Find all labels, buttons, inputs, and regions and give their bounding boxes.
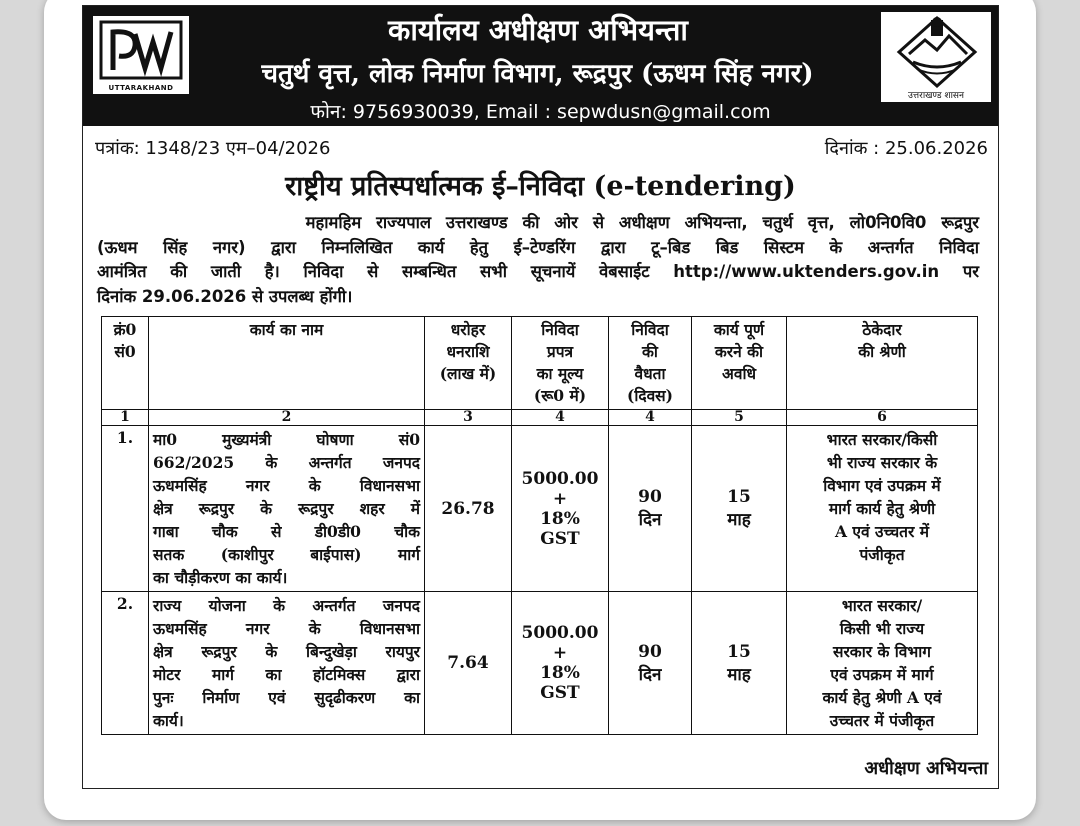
- col-num: 6: [787, 410, 978, 426]
- contact-line: फोन: 9756930039, Email : sepwdusn@gmail.com: [310, 101, 771, 123]
- row-duration: 15 माह: [692, 592, 787, 735]
- table-header-row: [102, 317, 978, 410]
- letterhead: [83, 6, 998, 126]
- row-category: भारत सरकार/किसी भी राज्य सरकार के विभाग एवं उपक्रम में मार्ग कार्य हेतु श्रेणी A एवं उच्चतर में पंजीकृत: [787, 426, 978, 592]
- row-validity: 90 दिन: [609, 592, 692, 735]
- table-row: [102, 592, 978, 735]
- pwd-logo-icon: [99, 20, 183, 80]
- row-category: भारत सरकार/ किसी भी राज्य सरकार के विभाग एवं उपक्रम में मार्ग कार्य हेतु श्रेणी A एवं उच्चतर में पंजीकृत: [787, 592, 978, 735]
- body-line: महामहिम राज्यपाल उत्तराखण्ड की ओर से अधीक्षण अभियन्ता, चतुर्थ वृत्त, लो0नि0वि0 रूद्रपुर: [97, 213, 979, 232]
- row-duration: 15 माह: [692, 426, 787, 592]
- notice-title: राष्ट्रीय प्रतिस्पर्धात्मक ई–निविदा (e-tendering): [285, 171, 796, 202]
- signature: अधीक्षण अभियन्ता: [864, 758, 988, 779]
- header-work: कार्य का नाम: [149, 317, 425, 410]
- notice-date: दिनांक : 25.06.2026: [824, 138, 988, 159]
- row-validity: 90 दिन: [609, 426, 692, 592]
- body-line: (ऊधम सिंह नगर) द्वारा निम्नलिखित कार्य हेतु ई–टेण्डरिंग द्वारा टू–बिड बिड सिस्टम के अन्तर्गत निविदा: [97, 237, 979, 257]
- notice-body: [97, 211, 979, 309]
- col-num: 4: [512, 410, 609, 426]
- row-sno: 1.: [102, 426, 149, 592]
- row-work-name: मा0 मुख्यमंत्री घोषणा सं0 662/2025 के अन्तर्गत जनपद ऊधमसिंह नगर के विधानसभा क्षेत्र रूद्रपुर के रूद्रपुर शहर में गाबा चौक से डी0डी0 चौक सतक (काशीपुर बाईपास) मार्ग का चौड़ीकरण का कार्य।: [149, 426, 425, 592]
- col-num: 1: [102, 410, 149, 426]
- pwd-logo: [91, 14, 191, 96]
- emblem-icon: [895, 14, 979, 88]
- row-work-name: राज्य योजना के अन्तर्गत जनपद ऊधमसिंह नगर के विधानसभा क्षेत्र रूद्रपुर के बिन्दुखेड़ा रायपुर मोटर मार्ग का हॉटमिक्स द्वारा पुनः निर्माण एवं सुदृढीकरण का कार्य।: [149, 592, 425, 735]
- reference-number: पत्रांक: 1348/23 एम–04/2026: [95, 138, 331, 159]
- column-number-row: [102, 410, 978, 426]
- col-num: 4: [609, 410, 692, 426]
- tender-notice: [82, 5, 999, 789]
- tender-table: [101, 316, 978, 735]
- row-fee: 5000.00 + 18% GST: [512, 426, 609, 592]
- col-num: 2: [149, 410, 425, 426]
- body-line: आमंत्रित की जाती है। निविदा से सम्बन्धित सभी सूचनायें वेबसाईट http://www.uktenders.gov.in पर: [97, 262, 979, 281]
- body-line: दिनांक 29.06.2026 से उपलब्ध होंगी।: [97, 286, 353, 306]
- header-earnest: धरोहर धनराशि (लाख में): [425, 317, 512, 410]
- header-fee: निविदा प्रपत्र का मूल्य (रू0 में): [512, 317, 609, 410]
- header-duration: कार्य पूर्ण करने की अवधि: [692, 317, 787, 410]
- row-earnest-money: 7.64: [425, 592, 512, 735]
- header-validity: निविदा की वैधता (दिवस): [609, 317, 692, 410]
- row-earnest-money: 26.78: [425, 426, 512, 592]
- table-row: [102, 426, 978, 592]
- row-fee: 5000.00 + 18% GST: [512, 592, 609, 735]
- office-title: कार्यालय अधीक्षण अभियन्ता: [388, 13, 688, 47]
- logo-right-label: उत्तराखण्ड शासन: [907, 91, 964, 101]
- col-num: 3: [425, 410, 512, 426]
- office-subtitle: चतुर्थ वृत्त, लोक निर्माण विभाग, रूद्रपुर (ऊधम सिंह नगर): [261, 59, 814, 89]
- header-sno: क्रं0 सं0: [102, 317, 149, 410]
- col-num: 5: [692, 410, 787, 426]
- row-sno: 2.: [102, 592, 149, 735]
- logo-left-label: UTTARAKHAND: [108, 84, 174, 92]
- header-category: ठेकेदार की श्रेणी: [787, 317, 978, 410]
- state-emblem: [880, 11, 992, 103]
